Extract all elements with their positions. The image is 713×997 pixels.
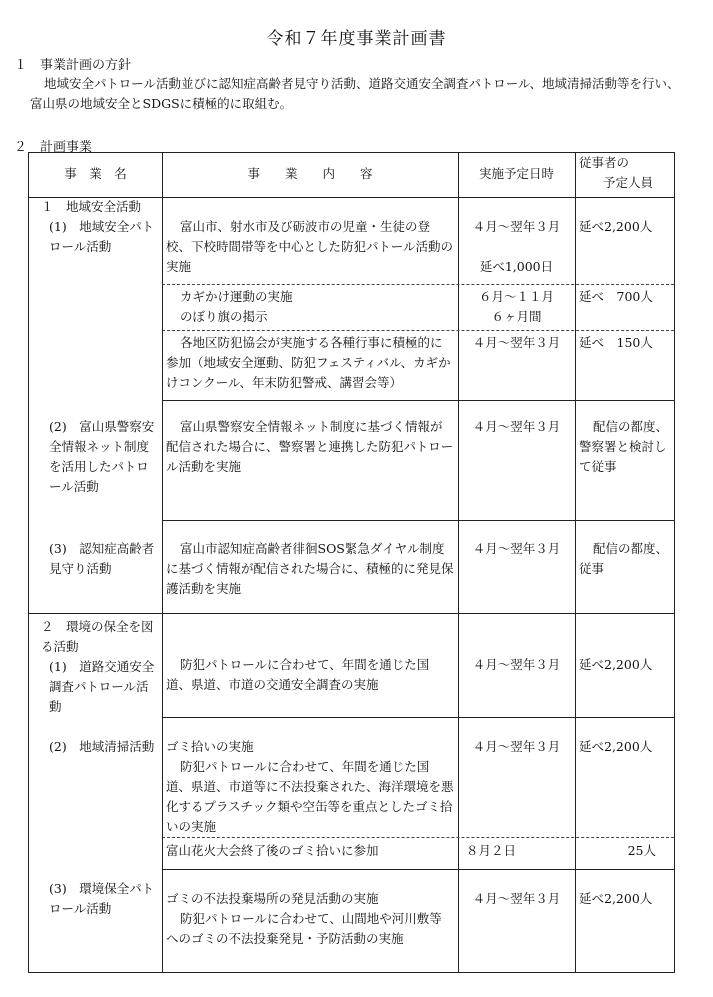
row-divider <box>162 520 674 521</box>
group-label: １ 地域安全活動 <box>41 199 142 214</box>
row-schedule: ４月～翌年３月 <box>472 419 561 434</box>
section2-heading: ２ 計画事業 <box>14 140 93 155</box>
row-divider <box>162 869 674 870</box>
section1-heading: １ 事業計画の方針 <box>14 58 132 73</box>
row-content: 富山花火大会終了後のゴミ拾いに参加 <box>166 843 379 858</box>
row-schedule: ４月～翌年３月 <box>472 219 561 234</box>
item-name: (3) 認知症高齢者見守り活動 <box>49 541 155 576</box>
row-content: ゴミの不法投棄場所の発見活動の実施 <box>166 891 379 906</box>
row-staff: 延べ2,200人 <box>579 657 653 672</box>
header-staff-line2: 予定人員 <box>603 175 654 190</box>
row-schedule: ４月～翌年３月 <box>472 739 561 754</box>
row-content: 防犯パトロールに合わせて、年間を通じた国道、県道、市道の交通安全調査の実施 <box>166 657 430 692</box>
row-staff: 配信の都度、警察署と検討して従事 <box>579 419 669 474</box>
column-divider <box>575 153 576 972</box>
row-staff: 配信の都度、従事 <box>579 541 669 576</box>
row-divider <box>162 330 674 331</box>
row-schedule: ６月～１１月 <box>478 289 554 304</box>
document-title: 令和７年度事業計画書 <box>266 29 447 49</box>
row-divider <box>162 717 674 718</box>
row-schedule-extra: 延べ1,000日 <box>479 259 554 274</box>
row-divider <box>162 284 674 285</box>
row-content: 富山市、射水市及び砺波市の児童・生徒の登校、下校時間帯等を中心とした防犯パトール活動の実施 <box>166 219 454 274</box>
row-staff: 延べ 700人 <box>579 289 653 304</box>
group-label: ２ 環境の保全を図る活動 <box>41 619 154 654</box>
row-schedule-extra: ６ヶ月間 <box>491 309 542 324</box>
row-content: 富山県警察安全情報ネット制度に基づく情報が配信された場合に、警察署と連携した防犯パトロール活動を実施 <box>166 419 454 474</box>
row-content: 防犯パトロールに合わせて、山間地や河川敷等へのゴミの不法投棄発見・予防活動の実施 <box>166 911 442 946</box>
row-schedule: ４月～翌年３月 <box>472 891 561 906</box>
header-schedule: 実施予定日時 <box>478 166 554 181</box>
row-staff: 延べ2,200人 <box>579 219 653 234</box>
header-content: 事 業 内 容 <box>247 166 373 181</box>
plan-table <box>28 152 675 973</box>
row-schedule: ４月～翌年３月 <box>472 335 561 350</box>
item-name: (3) 環境保全パトロール活動 <box>49 881 154 916</box>
item-name: (1) 地域安全パトロール活動 <box>49 219 154 254</box>
header-staff-line1: 従事者の <box>579 155 630 170</box>
row-content: 富山市認知症高齢者徘徊SOS緊急ダイヤル制度に基づく情報が配信された場合に、積極的に発見保護活動を実施 <box>166 541 454 596</box>
row-content: カギかけ運動の実施 <box>180 289 293 304</box>
row-staff: 延べ2,200人 <box>579 891 653 906</box>
item-name: (2) 地域清掃活動 <box>49 739 155 754</box>
row-content: 各地区防犯協会が実施する各種行事に積極的に参加（地域安全運動、防犯フェスティバル、カギかけコンクール、年末防犯警戒、講習会等） <box>166 335 451 390</box>
group-divider <box>29 613 162 614</box>
section1-body: 地域安全パトロール活動並びに認知症高齢者見守り活動、道路交通安全調査パトロール、地域清掃活動等を行い、富山県の地域安全とSDGSに積極的に取組む。 <box>30 76 680 111</box>
row-content: 防犯パトロールに合わせて、年間を通じた国道、県道、市道等に不法投棄された、海洋環境を悪化するプラスチック類や空缶等を重点としたゴミ拾いの実施 <box>166 759 454 834</box>
row-divider <box>162 837 674 838</box>
header-name: 事 業 名 <box>64 166 127 181</box>
row-staff: 延べ2,200人 <box>579 739 653 754</box>
row-schedule: ４月～翌年３月 <box>472 657 561 672</box>
row-staff: 25人 <box>627 843 656 858</box>
row-content: のぼり旗の掲示 <box>180 309 268 324</box>
row-schedule: ８月２日 <box>466 843 517 858</box>
row-content: ゴミ拾いの実施 <box>166 739 254 754</box>
row-divider <box>162 400 674 401</box>
item-name: (2) 富山県警察安全情報ネット制度を活用したパトロール活動 <box>49 419 155 494</box>
column-divider <box>162 153 163 972</box>
row-divider <box>162 613 674 614</box>
row-schedule: ４月～翌年３月 <box>472 541 561 556</box>
row-staff: 延べ 150人 <box>579 335 653 350</box>
item-name: (1) 道路交通安全調査パトロール活動 <box>49 659 155 714</box>
